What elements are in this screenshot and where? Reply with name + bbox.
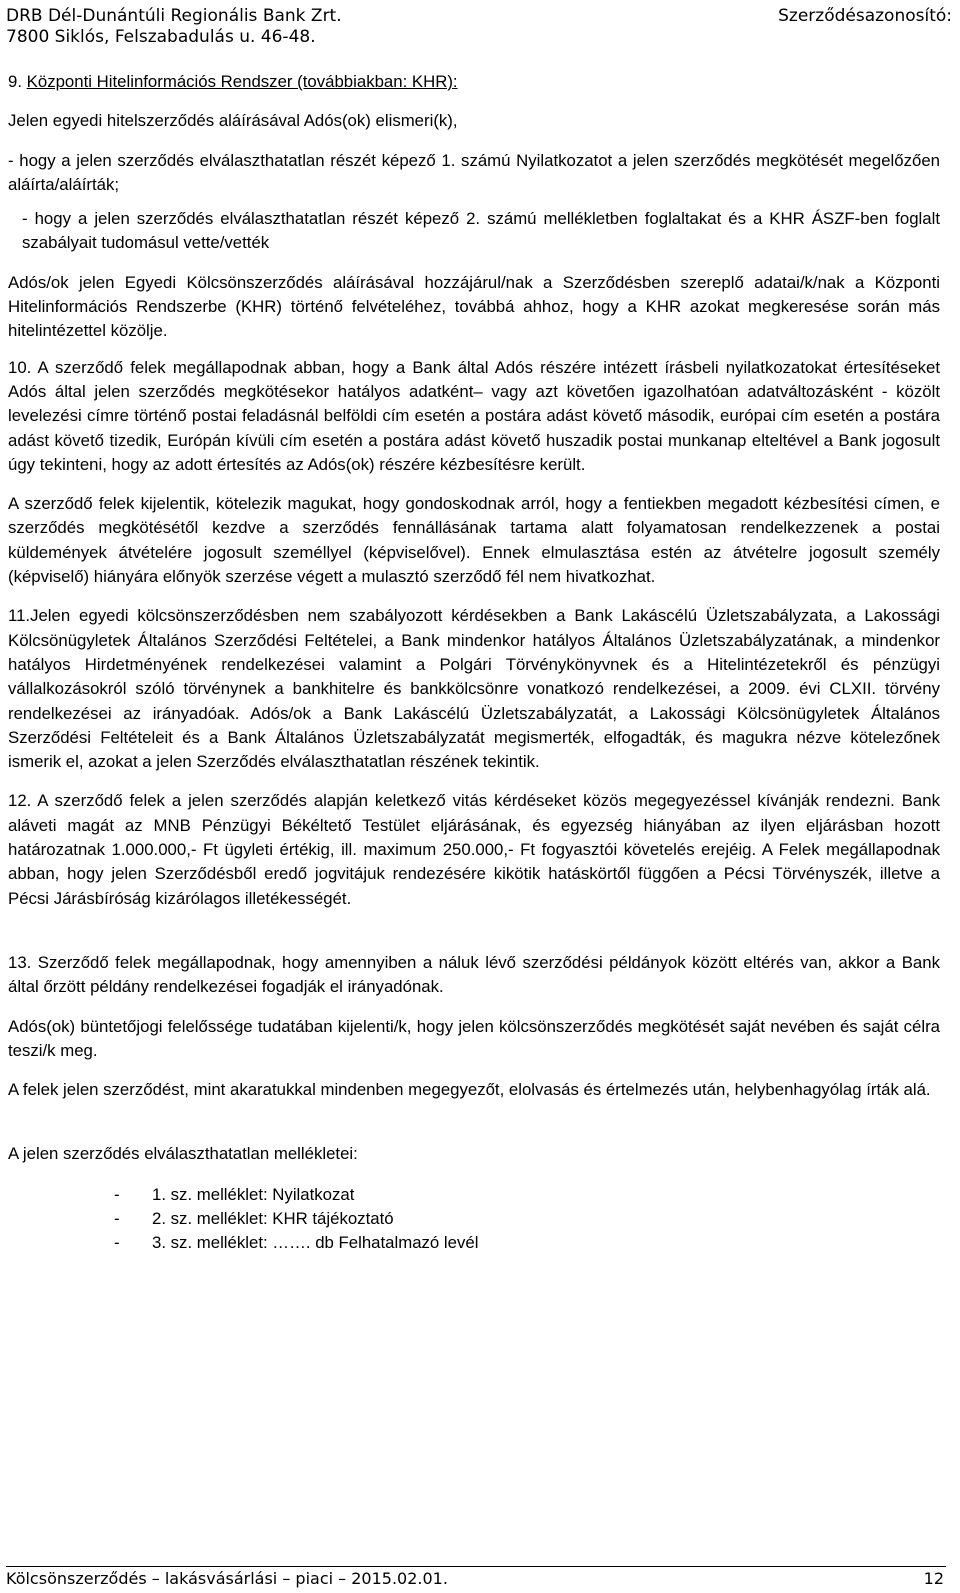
section-9-bullet-2: - hogy a jelen szerződés elválaszthatatlan részét képező 2. számú mellékletben foglaltakat és a KHR ÁSZF-ben foglalt szabályait tudomásul vette/vették bbox=[22, 209, 940, 253]
annex-item-dash: - bbox=[114, 1233, 120, 1253]
section-9-bullet-1: - hogy a jelen szerződés elválaszthatatlan részét képező 1. számú Nyilatkozatot a jelen szerződés megkötését megelőzően aláírta/aláírták; bbox=[8, 150, 940, 194]
bank-address: 7800 Siklós, Felszabadulás u. 46-48. bbox=[6, 27, 316, 47]
annex-title: A jelen szerződés elválaszthatatlan mellékletei: bbox=[8, 1144, 358, 1164]
document-body bbox=[8, 70, 940, 1256]
footer-document-title: Kölcsönszerződés – lakásvásárlási – piaci – 2015.02.01. bbox=[6, 1569, 448, 1588]
section-10-paragraph-1: 10. A szerződő felek megállapodnak abban, hogy a Bank által Adós részére intézett írásbeli nyilatkozatokat értesítéseket Adós által jelen szerződés megkötésekor hatályos adatként– vagy azt követően igazolhatóan adatváltozásként - közölt levelezési címre történő postai feladásnál belföldi cím esetén a postára adást követő második, európai cím esetén a postára adást követő tizedik, Európán kívüli cím esetén a postára adást követő huszadik postai munkanap elteltével a Bank jogosult úgy tekinteni, hogy az adott értesítés az Adós(ok) részére kézbesítésre került. bbox=[8, 357, 940, 474]
section-13-paragraph-1: 13. Szerződő felek megállapodnak, hogy amennyiben a náluk lévő szerződési példányok között eltérés van, akkor a Bank által őrzött példány rendelkezései fogadják el irányadónak. bbox=[8, 952, 940, 997]
section-12-paragraph: 12. A szerződő felek a jelen szerződés alapján keletkező vitás kérdéseket közös megegyezéssel kívánják rendezni. Bank aláveti magát az MNB Pénzügyi Békéltető Testület eljárásának, és egyezség hiányában az ilyen eljárásban hozott határozatnak 1.000.000,- Ft ügyleti értékig, ill. maximum 250.000,- Ft fogyasztói követelés erejéig. A Felek megállapodnak abban, hogy jelen Szerződésből eredő jogvitájuk rendezésére kikötik hatáskörtől függően a Pécsi Törvényszék, illetve a Pécsi Járásbíróság kizárólagos illetékességét. bbox=[8, 791, 940, 908]
section-13-paragraph-2: Adós(ok) büntetőjogi felelőssége tudatában kijelenti/k, hogy jelen kölcsönszerződés megkötését saját nevében és saját célra teszi/k meg. bbox=[8, 1016, 940, 1060]
annex-item bbox=[8, 1231, 940, 1255]
page-header bbox=[6, 6, 952, 48]
annex-list bbox=[8, 1183, 940, 1256]
annex-item bbox=[8, 1207, 940, 1231]
section-9-title: Központi Hitelinformációs Rendszer (továbbiakban: KHR): bbox=[26, 72, 458, 91]
section-9-paragraph-1: Jelen egyedi hitelszerződés aláírásával Adós(ok) elismeri(k), bbox=[8, 111, 458, 131]
section-11-paragraph: 11.Jelen egyedi kölcsönszerződésben nem szabályozott kérdésekben a Bank Lakáscélú Üzletszabályzata, a Lakossági Kölcsönügyletek Általános Szerződési Feltételei, a Bank mindenkor hatályos Általános Üzletszabályzatának, a mindenkor hatályos Hirdetményének rendelkezései valamint a Polgári Törvénykönyvnek és a Hitelintézetekről és pénzügyi vállalkozásokról szóló törvénynek a bankhitelre és bankkölcsönre vonatkozó rendelkezései, a 2009. évi CLXII. törvény rendelkezései az irányadóak. Adós/ok a Bank Lakáscélú Üzletszabályzatát, a Lakossági Kölcsönügyletek Általános Szerződési Feltételeit és a Bank Általános Üzletszabályzatát megismerték, elfogadták, és magukra nézve kötelezőnek ismerik el, azokat a jelen Szerződés elválaszthatatlan részének tekintik. bbox=[8, 606, 940, 772]
annex-item bbox=[8, 1183, 940, 1207]
section-9-paragraph-2: Adós/ok jelen Egyedi Kölcsönszerződés aláírásával hozzájárul/nak a Szerződésben szereplő adatai/k/nak a Központi Hitelinformációs Rendszerbe (KHR) történő felvételéhez, továbbá ahhoz, hogy a KHR azokat megkeresése során más hitelintézettel közölje. bbox=[8, 272, 940, 341]
bank-name: DRB Dél-Dunántúli Regionális Bank Zrt. bbox=[6, 6, 342, 26]
annex-item-dash: - bbox=[114, 1184, 120, 1204]
page-number: 12 bbox=[923, 1569, 944, 1588]
page-footer bbox=[6, 1569, 944, 1589]
annex-item-text: 3. sz. melléklet: ……. db Felhatalmazó levél bbox=[152, 1233, 479, 1253]
annex-item-text: 1. sz. melléklet: Nyilatkozat bbox=[152, 1184, 355, 1204]
section-9-number: 9. bbox=[8, 72, 22, 91]
section-10-paragraph-2: A szerződő felek kijelentik, kötelezik magukat, hogy gondoskodnak arról, hogy a fentiekben megadott kézbesítési címen, e szerződés megkötésétől kezdve a szerződés fennállásának tartama alatt folyamatosan rendelkezzenek a postai küldemények átvételére jogosult személlyel (képviselővel). Ennek elmulasztása estén az átvételre jogosult személy (képviselő) hiányára előnyök szerzése végett a mulasztó szerződő fél nem hivatkozhat. bbox=[8, 494, 940, 587]
footer-divider bbox=[6, 1566, 946, 1567]
annex-item-text: 2. sz. melléklet: KHR tájékoztató bbox=[152, 1208, 394, 1228]
section-9-heading bbox=[8, 70, 940, 94]
annex-item-dash: - bbox=[114, 1208, 120, 1228]
contract-id-label: Szerződésazonosító: bbox=[778, 6, 952, 26]
section-13-paragraph-3: A felek jelen szerződést, mint akaratukkal mindenben megegyezőt, elolvasás és értelmezés után, helybenhagyólag írták alá. bbox=[8, 1080, 931, 1100]
